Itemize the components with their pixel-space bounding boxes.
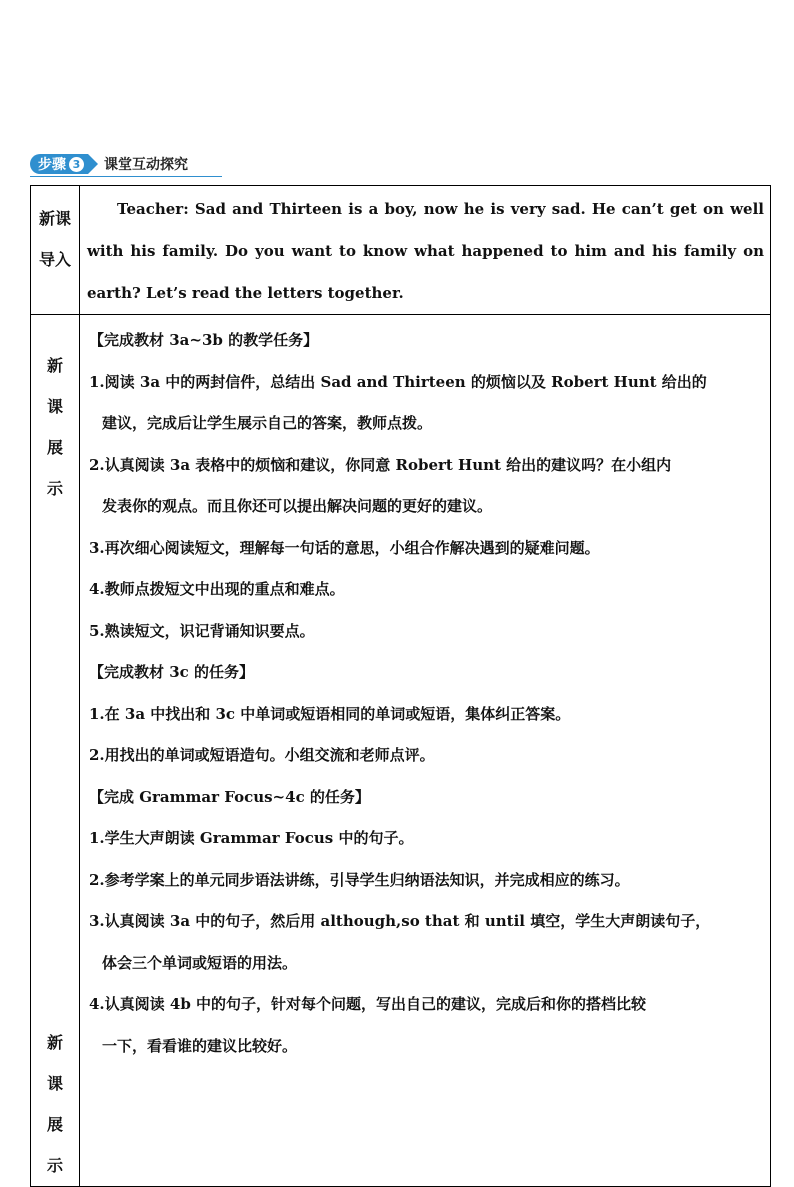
show-label-char: 示 [46, 479, 63, 498]
task-item: 1.阅读 3a 中的两封信件，总结出 Sad and Thirteen 的烦恼以及 Robert Hunt 给出的 [89, 372, 707, 391]
show-row [31, 315, 771, 1187]
step-header [30, 153, 188, 175]
show-label-char: 新 [46, 1033, 63, 1052]
show-content-cell [80, 315, 771, 1187]
intro-content-cell [80, 186, 771, 315]
task-item: 1.学生大声朗读 Grammar Focus 中的句子。 [89, 829, 414, 847]
show-label-char: 新 [46, 356, 63, 375]
show-label-upper [31, 315, 79, 509]
show-label-char: 示 [46, 1156, 63, 1175]
show-label-char: 课 [46, 1074, 63, 1093]
lesson-table [30, 185, 771, 1187]
task-item: 2.认真阅读 3a 表格中的烦恼和建议，你同意 Robert Hunt 给出的建议吗？在小组内 [89, 455, 672, 474]
step-badge-label: 步骤 [38, 157, 66, 173]
intro-text: Teacher: Sad and Thirteen is a boy, now he is very sad. He can’t get on well with his family. Do you want to know what happened to him and his family on earth? Let’s read the letters together. [87, 200, 764, 302]
task-section-heading: 【完成教材 3c 的任务】 [89, 663, 255, 681]
task-item: 3.认真阅读 3a 中的句子，然后用 although,so that 和 until 填空，学生大声朗读句子， [89, 912, 711, 930]
task-section-heading: 【完成教材 3a~3b 的教学任务】 [89, 331, 319, 349]
show-label-char: 展 [46, 438, 63, 457]
step-underline [30, 176, 222, 177]
task-item: 5.熟读短文，识记背诵知识要点。 [89, 621, 315, 640]
task-item-continuation: 一下，看看谁的建议比较好。 [102, 1036, 298, 1055]
task-item: 4.教师点拨短文中出现的重点和难点。 [89, 580, 345, 598]
task-item: 2.参考学案上的单元同步语法讲练，引导学生归纳语法知识，并完成相应的练习。 [89, 870, 630, 889]
intro-label-cell [31, 186, 80, 315]
task-item: 4.认真阅读 4b 中的句子，针对每个问题，写出自己的建议，完成后和你的搭档比较 [89, 995, 647, 1013]
task-item: 2.用找出的单词或短语造句。小组交流和老师点评。 [89, 746, 435, 764]
task-item-continuation: 发表你的观点。而且你还可以提出解决问题的更好的建议。 [102, 497, 493, 515]
show-label-char: 展 [46, 1115, 63, 1134]
intro-label-line-2: 导入 [38, 250, 71, 269]
intro-row [31, 186, 771, 315]
task-item-continuation: 体会三个单词或短语的用法。 [102, 953, 298, 972]
show-label-cell [31, 315, 80, 1187]
step-title: 课堂互动探究 [104, 157, 188, 173]
task-item: 3.再次细心阅读短文，理解每一句话的意思，小组合作解决遇到的疑难问题。 [89, 538, 600, 557]
task-item: 1.在 3a 中找出和 3c 中单词或短语相同的单词或短语，集体纠正答案。 [89, 704, 571, 723]
task-list [89, 320, 764, 1067]
step-number-icon: 3 [69, 157, 84, 172]
intro-label-line-1: 新课 [38, 209, 71, 228]
task-section-heading: 【完成 Grammar Focus~4c 的任务】 [89, 787, 370, 806]
show-label-lower [31, 509, 79, 1186]
task-item-continuation: 建议，完成后让学生展示自己的答案，教师点拨。 [102, 414, 433, 432]
step-badge [30, 154, 88, 174]
show-label-char: 课 [46, 397, 63, 416]
